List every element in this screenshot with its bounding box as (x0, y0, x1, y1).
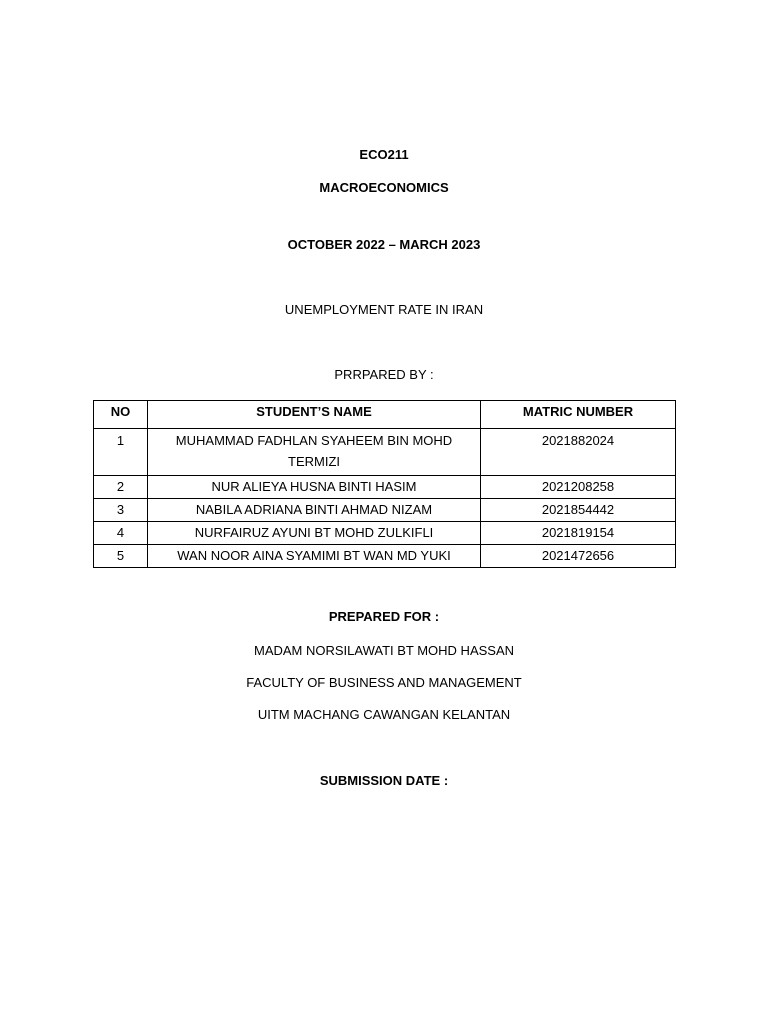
submission-date-label: SUBMISSION DATE : (319, 773, 449, 788)
row-matric-number: 2021882024 (481, 429, 676, 476)
table-row (94, 429, 676, 476)
row-student-name: NURFAIRUZ AYUNI BT MOHD ZULKIFLI (148, 522, 481, 545)
row-student-name: MUHAMMAD FADHLAN SYAHEEM BIN MOHD TERMIZI (148, 429, 481, 476)
row-no: 4 (94, 522, 148, 545)
students-table (93, 400, 676, 568)
course-code: ECO211 (359, 147, 409, 162)
header-student-name: STUDENT’S NAME (148, 401, 481, 429)
faculty-name: FACULTY OF BUSINESS AND MANAGEMENT (246, 675, 522, 690)
row-matric-number: 2021819154 (481, 522, 676, 545)
row-matric-number: 2021208258 (481, 476, 676, 499)
table-row (94, 499, 676, 522)
report-title: UNEMPLOYMENT RATE IN IRAN (284, 302, 484, 317)
row-student-name: NABILA ADRIANA BINTI AHMAD NIZAM (148, 499, 481, 522)
row-student-name: WAN NOOR AINA SYAMIMI BT WAN MD YUKI (148, 545, 481, 568)
lecturer-name: MADAM NORSILAWATI BT MOHD HASSAN (253, 643, 515, 658)
row-no: 2 (94, 476, 148, 499)
row-no: 5 (94, 545, 148, 568)
prepared-for-label: PREPARED FOR : (328, 609, 440, 624)
row-no: 1 (94, 429, 148, 476)
table-row (94, 476, 676, 499)
table-row (94, 522, 676, 545)
header-matric-number: MATRIC NUMBER (481, 401, 676, 429)
course-name: MACROECONOMICS (319, 180, 449, 195)
table-header-row (94, 401, 676, 429)
campus-name: UITM MACHANG CAWANGAN KELANTAN (257, 707, 511, 722)
semester: OCTOBER 2022 – MARCH 2023 (287, 237, 481, 252)
prepared-by-label: PRRPARED BY : (334, 367, 434, 382)
row-matric-number: 2021472656 (481, 545, 676, 568)
row-matric-number: 2021854442 (481, 499, 676, 522)
header-no: NO (94, 401, 148, 429)
table-row (94, 545, 676, 568)
row-no: 3 (94, 499, 148, 522)
row-student-name: NUR ALIEYA HUSNA BINTI HASIM (148, 476, 481, 499)
